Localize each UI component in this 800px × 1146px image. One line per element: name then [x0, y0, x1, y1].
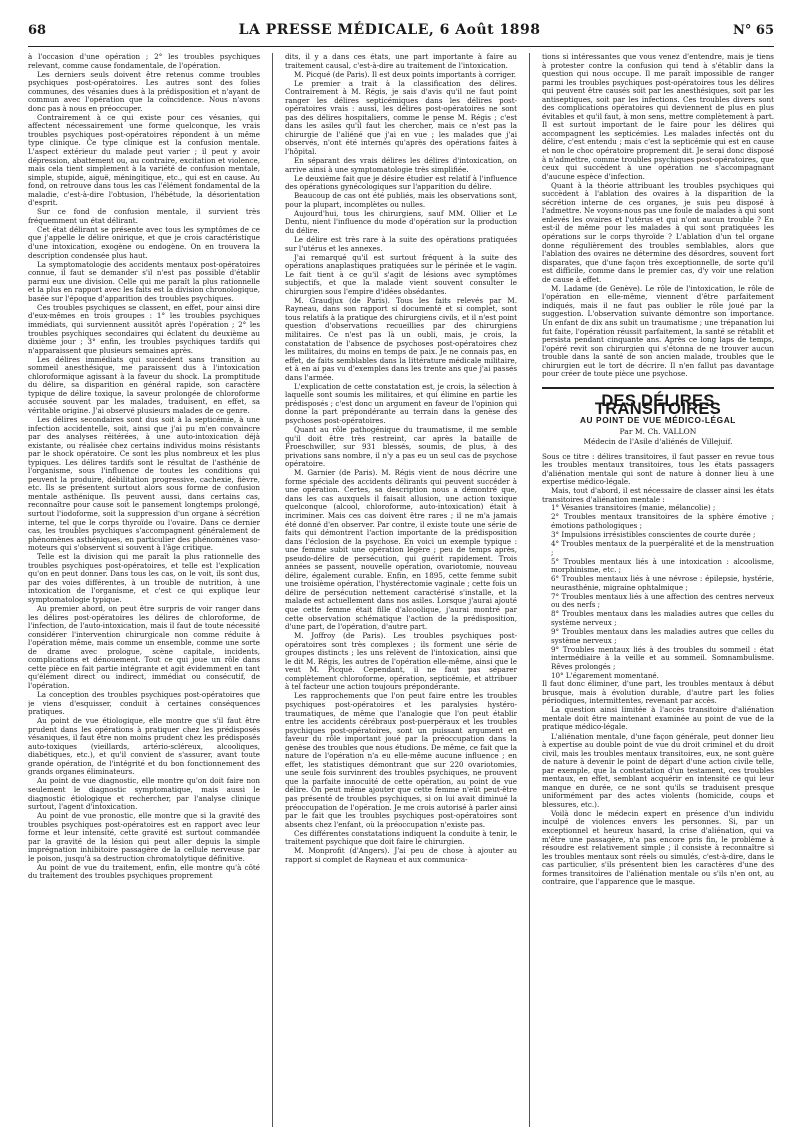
paragraph: Au point de vue étiologique, elle montre que s'il faut être prudent dans les opérations à pratiquer chez les prédisposés vésaniques, il faut être non moins prudent chez les prédisposés auto-toxiques (vieillards, artério-scléreux, alcooliques, diabétiques, etc.), et qu'il convient de s'assurer, avant toute grande opération, de l'intégrité et du bon fonctionnement des grands organes éliminateurs.	[28, 716, 261, 777]
list-item: 9° Troubles mentaux liés à des troubles du sommeil : état intermédiaire à la veille et au sommeil. Somnambulisme. Rêves prolongés ;	[550, 644, 774, 671]
list-item: 6° Troubles mentaux liés à une névrose : épilepsie, hystérie, neurasthénie, migraine ophtalmique ;	[550, 574, 774, 592]
paragraph: à l'occasion d'une opération ; 2° les troubles psychiques relevant, comme cause fondamentale, de l'opération.	[28, 53, 261, 70]
paragraph: Ces différentes constatations indiquent la conduite à tenir, le traitement psychique que doit faire le chirurgien.	[284, 828, 517, 847]
paragraph: L'aliénation mentale, d'une façon générale, peut donner lieu à expertise au double point de vue du droit criminel et du droit civil, mais les troubles mentaux transitoires, eux, ne sont guère de nature à devenir le point de départ d'une action civile telle, par exemple, que la contestation d'un testament, ces troubles mentaux, en effet, semblant acquérir en intensité ce qui leur manque en durée, ce ne sont qu'ils se traduisent presque uniformément par des actes violents (homicide, coups et blessures, etc.).	[541, 731, 774, 809]
paragraph: Mais, tout d'abord, il est nécessaire de classer ainsi les états transitoires d'aliénation mentale :	[541, 486, 774, 504]
article-body	[542, 680, 774, 887]
column-3-text	[542, 53, 774, 379]
paragraph: Au premier abord, on peut être surpris de voir ranger dans les délires post-opératoires les délires de chloroforme, de l'infection, de l'auto-intoxication, mais il faut de toute nécessité considérer l'intervention chirurgicale non comme réduite à l'opération même, mais comme un ensemble, comme une sorte de drame avec prologue, scène capitale, incidents, complications et dénouement. Tout ce qui joue un rôle dans cette pièce en fait partie intégrante et agit évidemment en tant qu'élément direct ou indirect, immédiat ou consécutif, de l'opération.	[28, 604, 261, 690]
paragraph: Contrairement à ce qui existe pour ces vésanies, qui affectent nécessairement une forme quelconque, les vrais troubles psychiques post-opératoires répondent à un même type clinique. Ce type clinique est la confusion mentale. L'aspect extérieur du malade peut varier ; il peut y avoir dépression, abattement ou, au contraire, excitation et violence, mais cela tient simplement à la variété de confusion mentale, simple, stupide, aiguë, méningitique, etc., qui est en cause. Au fond, on retrouve dans tous les cas l'élément fondamental de la maladie, c'est-à-dire l'obtusion, l'hébétude, la désorientation d'esprit.	[28, 112, 261, 208]
classification-list	[542, 504, 774, 680]
paragraph: Le deuxième fait que je désire étudier est relatif à l'influence des opérations gynécologiques sur l'apparition du délire.	[284, 173, 517, 192]
text-columns	[28, 53, 774, 1127]
newspaper-page	[28, 22, 774, 1126]
paragraph: M. Garnier (de Paris). M. Régis vient de nous décrire une forme spéciale des accidents délirants qui peuvent succéder à une opération. Certes, sa description nous a démontré que, dans les cas auxquels il faisait allusion, une action toxique quelconque (alcool, chloroforme, auto-intoxication) était à incriminer. Mais ces cas doivent être rares ; il ne m'a jamais été donné d'en observer. Par contre, il existe toute une série de faits qui démontrent l'action importante de la prédisposition dans l'éclosion de la psychose. En voici un exemple typique : une femme subit une opération légère ; peu de temps après, pseudo-délire de persécution, qui guérit rapidement. Trois années se passent, nouvelle opération, ovariotomie, nouveau délire, également curable. Enfin, en 1895, cette femme subit une troisième opération, l'hystérectomie vaginale ; cette fois un délire de persécution nettement caractérisé s'installe, et la malade est actuellement dans nos asiles. Lorsque j'aurai ajouté que cette femme était fille d'alcoolique, j'aurai montré par cette observation schématique l'action de la prédisposition, d'une part, de l'opération, d'autre part.	[284, 468, 517, 632]
paragraph: Les délires immédiats qui succèdent sans transition au sommeil anesthésique, me paraissent dus à l'intoxication chloroformique agissant à la faveur du shock. La promptitude du délire, sa disparition en général rapide, son caractère typique de délire toxique, la saveur prolongée de chloroforme accusée souvent par les malades, traduisent, en effet, sa véritable origine. J'ai observé plusieurs malades de ce genre.	[28, 354, 261, 415]
paragraph: Beaucoup de cas ont été publiés, mais les observations sont, pour la plupart, incomplètes ou nulles.	[284, 191, 517, 209]
paragraph: J'ai remarqué qu'il est surtout fréquent à la suite des opérations anaplastiques pratiquées sur le périnée et le vagin. Le fait tient à ce qu'il s'agit de lésions avec symptômes subjectifs, et que la malade vient souvent consulter le chirurgien sous l'empire d'idées obsédantes.	[284, 252, 517, 296]
paragraph: L'explication de cette constatation est, je crois, la sélection à laquelle sont soumis les militaires, et qui élimine en partie les prédisposés ; c'est donc un argument en faveur de l'opinion qui donne la part prépondérante au terrain dans la genèse des psychoses post-opératoires.	[284, 381, 517, 425]
paragraph: La conception des troubles psychiques post-opératoires que je viens d'esquisser, conduit à certaines conséquences pratiques.	[28, 689, 261, 717]
paragraph: M. Monprofit (d'Angers). J'ai peu de chose à ajouter au rapport si complet de Rayneau et aux communica-	[284, 846, 517, 864]
running-header	[28, 22, 774, 47]
list-item: 5° Troubles mentaux liés à une intoxication : alcoolisme, morphinisme, etc. ;	[550, 556, 774, 575]
paragraph: Cet état délirant se présente avec tous les symptômes de ce que j'appelle le délire onirique, et que je crois caractéristique d'une intoxication, exogène ou endogène. On en trouvera la description condensée plus haut.	[28, 224, 261, 260]
issue-number: N° 65	[732, 23, 774, 38]
column-3	[542, 53, 774, 1127]
column-2	[285, 53, 517, 1127]
paragraph: La question ainsi limitée à l'accès transitoire d'aliénation mentale doit être maintenant examinée au point de vue de la pratique médico-légale.	[541, 705, 774, 732]
paragraph: Sous ce titre : délires transitoires, il faut passer en revue tous les troubles mentaux transitoires, tous les états passagers d'aliénation mentale qui sont de nature à donner lieu à une expertise médico-légale.	[541, 451, 774, 487]
paragraph: tions si intéressantes que vous venez d'entendre, mais je tiens à protester contre la confusion qui tend à s'établir dans la question qui nous occupe. Il me paraît impossible de ranger parmi les troubles psychiques post-opératoires tous les délires qui peuvent être causés soit par les anesthésiques, soit par les antiseptiques, soit par les infections. Ces troubles divers sont des complications opératoires qui deviennent de plus en plus évitables et qu'il faut, à mon sens, mettre complètement à part. Il est surtout important de le faire pour les délires qui accompagnent les septicémies. Les malades infectés ont du délire, c'est entendu ; mais c'est la septicémie qui est en cause et non le choc opératoire proprement dit. Je serai donc disposé à n'admettre, comme troubles psychiques post-opératoires, que ceux qui succèdent à une opération ne s'accompagnant d'aucune espèce d'infection.	[541, 53, 774, 181]
paragraph: Quant au rôle pathogénique du traumatisme, il me semble qu'il doit être très restreint, car après la bataille de Froeschwiller, sur 931 blessés, soumis, de plus, à des privations sans nombre, il n'y a pas eu un seul cas de psychose opératoire.	[284, 425, 517, 469]
list-item: 8° Troubles mentaux dans les maladies autres que celles du système nerveux ;	[550, 609, 774, 627]
page-number: 68	[28, 23, 47, 38]
paragraph: Au point de vue du traitement, enfin, elle montre qu'à côté du traitement des troubles psychiques proprement	[28, 862, 261, 881]
list-item: 3° Impulsions irrésistibles conscientes de courte durée ;	[550, 529, 756, 539]
paragraph: Au point de vue pronostic, elle montre que si la gravité des troubles psychiques post-opératoires est en rapport avec leur forme et leur intensité, cette gravité est surtout commandée par la gravité de la lésion qui peut aller depuis la simple imprégnation inhibitoire passagère de la cellule nerveuse par le poison, jusqu'à sa destruction chromatolytique définitive.	[28, 811, 261, 863]
paragraph: En séparant des vrais délires les délires d'intoxication, on arrive ainsi à une symptomatologie très simplifiée.	[284, 156, 517, 174]
paragraph: Telle est la division qui me paraît la plus rationnelle des troubles psychiques post-opératoires, et telle est l'explication qu'on en peut donner. Dans tous les cas, on le voit, ils sont dus, par des voies différentes, à un trouble de nutrition, à une intoxication de l'organisme, et c'est ce qui explique leur symptomatologie typique.	[28, 552, 261, 604]
paragraph: M. Picqué (de Paris). Il est deux points importants à corriger.	[293, 69, 517, 79]
list-item: 10° L'égarement momentané.	[550, 670, 659, 680]
paragraph: Au point de vue diagnostic, elle montre qu'on doit faire non seulement le diagnostic symptomatique, mais aussi le diagnostic étiologique et rechercher, par l'analyse clinique surtout, l'agent d'intoxication.	[28, 776, 261, 812]
paragraph: Les derniers seuls doivent être retenus comme troubles psychiques post-opératoires. Les autres sont des folies communes, des vésanies dues à la prédisposition et n'ayant de commun avec l'opération que la coïncidence. Nous n'avons donc pas à nous en préoccuper.	[28, 69, 261, 113]
paragraph: Le délire est très rare à la suite des opérations pratiquées sur l'utérus et les annexes.	[284, 234, 517, 253]
paragraph: dits, il y a dans ces états, une part importante à faire au traitement causal, c'est-à-dire au traitement de l'intoxication.	[284, 53, 517, 70]
column-rule	[272, 53, 273, 1127]
paragraph: Voilà donc le médecin expert en présence d'un individu inculpé de violences envers les personnes. Si, par un exceptionnel et heureux hasard, la crise d'aliénation, qui va m'être une passagère, n'a pas encore pris fin, le problème à résoudre est relativement simple ; il consiste à reconnaître si les troubles mentaux sont réels ou simulés, c'est-à-dire, dans le cas particulier, s'ils présentent bien les caractères d'une des formes transitoires de l'aliénation mentale ou s'ils n'en ont, au contraire, que l'apparence que le masque.	[541, 808, 774, 887]
journal-title: LA PRESSE MÉDICALE, 6 Août 1898	[238, 22, 541, 38]
article-affiliation: Médecin de l'Asile d'aliénés de Villejuif.	[583, 436, 733, 446]
list-item: 7° Troubles mentaux liés à une affection des centres nerveux ou des nerfs ;	[550, 591, 774, 610]
paragraph: Le premier a trait à la classification des délires. Contrairement à M. Régis, je sais d'avis qu'il ne faut point ranger les délires septicémiques dans les délires post-opératoires vrais : aussi, les délires post-opératoires ne sont pas des délires hospitaliers, comme le pense M. Régis ; c'est dans les asiles qu'il faut les chercher, mais ce n'est pas la chirurgie de l'aliéné que j'ai en vue ; les malades que j'ai observés, n'ont été internés qu'après des opérations faites à l'hôpital.	[284, 78, 517, 157]
column-1	[28, 53, 260, 1127]
article-author: Par M. Ch. VALLON	[619, 427, 697, 437]
list-item: 1° Vésanies transitoires (manie, mélancolie) ;	[550, 503, 716, 513]
column-rule	[529, 53, 530, 1127]
article-intro	[542, 453, 774, 505]
paragraph: Quant à la théorie attribuant les troubles psychiques qui succèdent à l'ablation des ovaires à la disparition de la sécrétion interne de ces organes, je suis peu disposé à l'admettre. Ne voyons-nous pas une foule de malades à qui sont enlevés les ovaires et l'utérus et qui n'ont aucun trouble ? En est-il de même pour les malades à qui sont pratiquées les opérations sur le corps thyroïde ? L'ablation d'un tel organe donne régulièrement des troubles semblables, alors que l'ablation des ovaires ne détermine des désordres, souvent fort disparates, que d'une façon très exceptionnelle, de sorte qu'il est difficile, comme dans le premier cas, d'y voir une relation de cause à effet.	[541, 180, 774, 284]
paragraph: Il faut donc éliminer, d'une part, les troubles mentaux à début brusque, mais à évolution durable, d'autre part les folies périodiques, intermittentes, revenant par accès.	[541, 679, 774, 706]
paragraph: Aujourd'hui, tous les chirurgiens, sauf MM. Ollier et Le Dentu, nient l'influence du mode d'opération sur la production du délire.	[284, 208, 517, 235]
article-des-delires-transitoires	[542, 387, 774, 887]
list-item: 9° Troubles mentaux dans les maladies autres que celles du système nerveux ;	[550, 626, 774, 645]
list-item: 4° Troubles mentaux de la puerpéralité et de la menstruation ;	[550, 538, 774, 557]
paragraph: M. Graudjux (de Paris). Tous les faits relevés par M. Rayneau, dans son rapport si documenté et si complet, sont tous relatifs à la pratique des chirurgiens civils, et il n'est point question d'observations recueillies par des chirurgiens militaires. Ce n'est pas là un oubli, mais, je crois, la constatation de l'absence de psychoses post-opératoires chez les militaires, du moins en temps de paix. Je ne connais pas, en effet, de faits semblables dans la littérature médicale militaire, et à en ai pas vu d'exemples dans les trente ans que j'ai passés dans l'armée.	[284, 295, 517, 382]
paragraph: La symptomatologie des accidents mentaux post-opératoires connue, il faut se demander s'il n'est pas possible d'établir parmi eux une division. Celle qui me paraît la plus rationnelle et la plus en rapport avec les faits est la division chronologique, basée sur l'époque d'apparition des troubles psychiques.	[28, 259, 261, 303]
paragraph: Les délires secondaires sont dus soit à la septicémie, à une infection accidentelle, soit, ainsi que j'ai pu m'en convaincre par des analyses réitérées, à une auto-intoxication déjà existante, ou réalisée chez certains individus moins résistants par le shock opératoire. Ce sont les plus nombreux et les plus typiques. Les délires tardifs sont le résultat de l'asthénie de l'organisme, sous l'influence de toutes les conditions qui peuvent la produire, débilitation progressive, cachexie, fièvre, etc. Ils se présentent surtout alors sous forme de confusion mentale asthénique. Ils peuvent aussi, dans certains cas, reconnaître pour cause soit le pansement longtemps prolongé, surtout l'iodoforme, soit la suppression d'un organe à sécrétion interne, tel que le corps thyroïde ou l'ovaire. Dans ce dernier cas, les troubles psychiques s'accompagnent généralement de phénomènes asthéniques, en particulier des phénomènes vaso-moteurs qui s'observent si souvent à l'âge critique.	[28, 414, 261, 553]
paragraph: M. Joffroy (de Paris). Les troubles psychiques post-opératoires sont très complexes ; ils forment une série de groupes distincts ; les uns relèvent de l'intoxication, ainsi que le dit M. Régis, les autres de l'opération elle-même, ainsi que le veut M. Picqué. Cependant, il ne faut pas séparer complètement chloroforme, opération, septicémie, et attribuer à tel facteur une action toujours prépondérante.	[284, 631, 517, 692]
paragraph: M. Ladame (de Genève). Le rôle de l'intoxication, le rôle de l'opération en elle-même, viennent d'être parfaitement indiqués, mais il ne faut pas oublier le rôle joué par la suggestion. L'observation suivante démontre son importance. Un enfant de dix ans subit un traumatisme ; une trépanation lui fut faite, l'opération réussit parfaitement, la santé se rétablit et persista pendant cinquante ans. Après ce long laps de temps, l'opéré revit son chirurgien qui s'étonna de ne trouver aucun trouble dans la santé de son ancien malade, troubles que le chirurgien eut le tort de décrire. Il n'en fallut pas davantage pour créer de toute pièce une psychose.	[541, 283, 774, 379]
article-subtitle: AU POINT DE VUE MÉDICO-LÉGAL	[579, 414, 736, 425]
paragraph: Ces troubles psychiques se classent, en effet, pour ainsi dire d'eux-mêmes en trois groupes : 1° les troubles psychiques immédiats, qui surviennent aussitôt après l'opération ; 2° les troubles psychiques secondaires qui éclatent du deuxième au dixième jour ; 3° enfin, les troubles psychiques tardifs qui n'apparaissent que plusieurs semaines après.	[28, 302, 261, 355]
list-item: 2° Troubles mentaux transitoires de la sphère émotive ; émotions pathologiques ;	[550, 512, 774, 530]
paragraph: Les rapprochements que l'on peut faire entre les troubles psychiques post-opératoires et les paralysies hystéro-traumatiques, de même que l'analogie que l'on peut établir entre les accidents cérébraux post-puerpéraux et les troubles psychiques post-opératoires, sont un puissant argument en faveur du rôle important joué par la préoccupation dans la genèse des troubles que nous étudions. De même, ce fait que la nature de l'opération n'a eu elle-même aucune influence ; en effet, les statistiques démontrant que sur 220 ovariotomies, une seule fois survinrent des troubles psychiques, ne prouvent que la parfaite innocuité de cette opération, au point de vue délire. On peut même ajouter que cette femme n'eût peut-être pas présenté de troubles psychiques, si on lui avait diminué la préoccupation de l'opération. Je me crois autorisé à parler ainsi par le fait que les troubles psychiques post-opératoires sont absents chez l'enfant, où la préoccupation n'existe pas.	[284, 691, 517, 829]
paragraph: Sur ce fond de confusion mentale, il survient très fréquemment un état délirant.	[28, 207, 261, 225]
article-title: DES DÉLIRES TRANSITOIRES	[594, 391, 722, 419]
